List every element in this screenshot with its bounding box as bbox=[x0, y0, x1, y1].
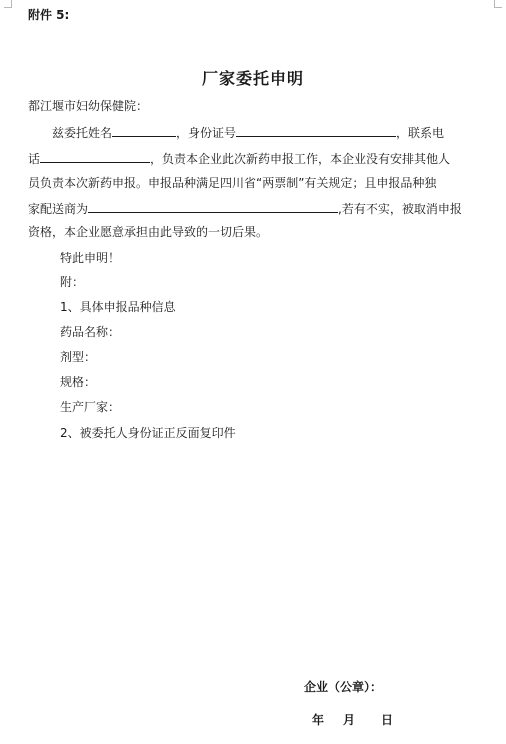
body-text: 家配送商为 bbox=[28, 202, 89, 216]
body-line-5: 资格，本企业愿意承担由此导致的一切后果。 bbox=[28, 225, 269, 239]
body-text: ，联系电 bbox=[396, 126, 445, 140]
body-line-4 bbox=[28, 200, 462, 217]
body-line-3: 员负责本次新药申报。申报品种满足四川省“两票制”有关规定；且申报品种独 bbox=[28, 176, 437, 190]
body-text: 兹委托姓名 bbox=[52, 126, 113, 140]
spec-label: 规格： bbox=[60, 375, 97, 389]
declaration: 特此申明！ bbox=[60, 251, 121, 265]
addressee: 都江堰市妇幼保健院： bbox=[28, 99, 149, 113]
dosage-form-label: 剂型： bbox=[60, 350, 97, 364]
page-corner-mark-left bbox=[4, 0, 12, 8]
page-corner-mark-right bbox=[494, 0, 502, 8]
body-line-2 bbox=[28, 150, 450, 167]
manufacturer-label: 生产厂家： bbox=[60, 400, 121, 414]
body-text: ，身份证号 bbox=[176, 126, 237, 140]
date-year: 年 bbox=[312, 713, 325, 727]
body-text: ，负责本企业此次新药申报工作，本企业没有安排其他人 bbox=[150, 152, 451, 166]
drug-name-label: 药品名称： bbox=[60, 325, 121, 339]
id-number-blank bbox=[236, 124, 396, 137]
company-seal-label: 企业（公章）： bbox=[304, 680, 383, 694]
date-month: 月 bbox=[343, 713, 356, 727]
name-blank bbox=[112, 124, 176, 137]
appendix-item-2: 2、被委托人身份证正反面复印件 bbox=[60, 426, 236, 440]
body-line-1 bbox=[52, 124, 444, 141]
body-text: 话 bbox=[28, 152, 41, 166]
phone-blank bbox=[40, 150, 150, 163]
appendix-label: 附： bbox=[60, 275, 85, 289]
attachment-label: 附件 5: bbox=[28, 8, 70, 22]
date-day: 日 bbox=[381, 713, 394, 727]
distributor-blank bbox=[88, 200, 338, 213]
body-text: ,若有不实，被取消申报 bbox=[338, 202, 462, 216]
appendix-item-1: 1、具体申报品种信息 bbox=[60, 300, 176, 314]
document-title: 厂家委托申明 bbox=[201, 69, 304, 88]
